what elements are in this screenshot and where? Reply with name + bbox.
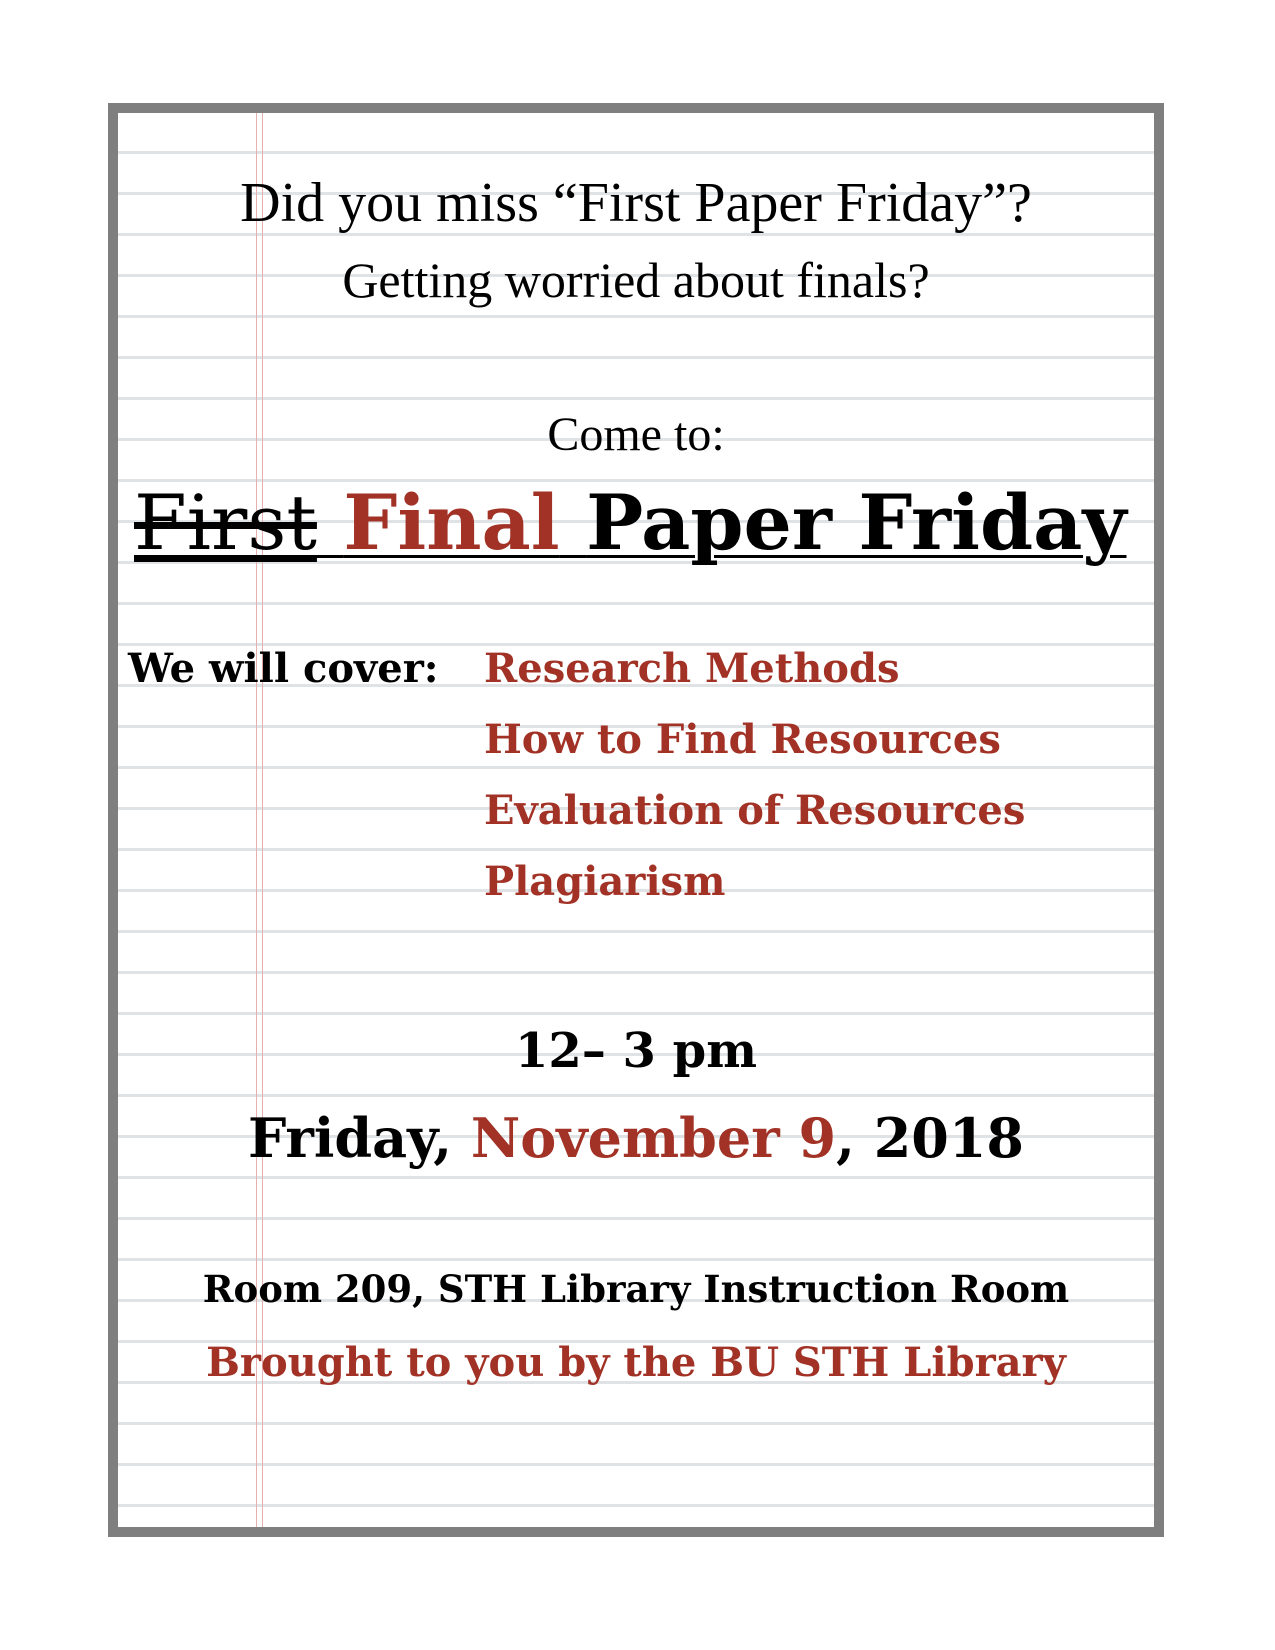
- come-to-label: Come to:: [547, 408, 725, 461]
- replacement-word: Final: [343, 478, 560, 567]
- event-location: Room 209, STH Library Instruction Room: [202, 1267, 1070, 1311]
- date-year: , 2018: [836, 1106, 1024, 1170]
- event-date: [118, 1103, 1154, 1173]
- event-title: [134, 475, 1127, 571]
- event-title-rest: Paper Friday: [586, 478, 1127, 567]
- date-month-day: November 9: [470, 1106, 837, 1170]
- struck-word: First: [134, 478, 317, 567]
- topic-item: Plagiarism: [484, 858, 726, 905]
- topic-item: Evaluation of Resources: [484, 787, 1026, 834]
- headline: Did you miss “First Paper Friday”?: [240, 172, 1032, 234]
- sponsor-line: Brought to you by the BU STH Library: [206, 1339, 1066, 1386]
- flyer-frame: [108, 103, 1164, 1537]
- topic-item: Research Methods: [484, 645, 900, 692]
- event-time: 12– 3 pm: [515, 1023, 757, 1079]
- date-weekday: Friday,: [247, 1106, 453, 1170]
- topic-item: How to Find Resources: [484, 716, 1001, 763]
- cover-label: We will cover:: [128, 645, 439, 692]
- notebook-margin-line: [256, 113, 263, 1528]
- subheadline: Getting worried about finals?: [342, 252, 930, 308]
